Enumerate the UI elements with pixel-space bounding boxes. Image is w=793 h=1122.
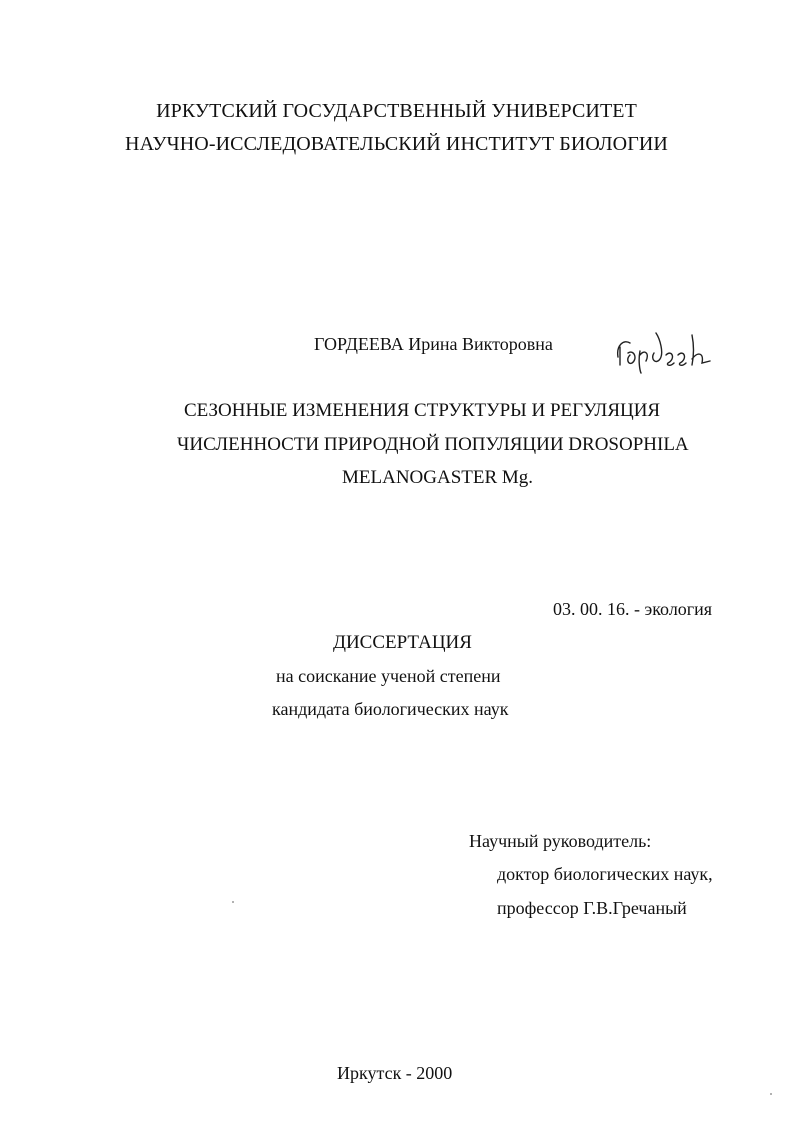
degree-purpose-line-1: на соискание ученой степени: [276, 666, 501, 686]
scan-speck: [770, 1093, 772, 1095]
thesis-title-line-1: СЕЗОННЫЕ ИЗМЕНЕНИЯ СТРУКТУРЫ И РЕГУЛЯЦИЯ: [184, 400, 661, 421]
degree-purpose-line-2: кандидата биологических наук: [272, 699, 509, 719]
university-name: ИРКУТСКИЙ ГОСУДАРСТВЕННЫЙ УНИВЕРСИТЕТ: [156, 100, 637, 122]
supervisor-name: профессор Г.В.Гречаный: [497, 898, 687, 918]
supervisor-degree: доктор биологических наук,: [497, 864, 713, 884]
specialty-code: 03. 00. 16. - экология: [553, 599, 713, 619]
thesis-title-line-3: MELANOGASTER Mg.: [342, 467, 534, 488]
thesis-title-line-2: ЧИСЛЕННОСТИ ПРИРОДНОЙ ПОПУЛЯЦИИ DROSOPHILA: [177, 434, 689, 455]
city-and-year: Иркутск - 2000: [337, 1063, 453, 1083]
supervisor-label: Научный руководитель:: [469, 831, 652, 851]
author-signature: [610, 325, 720, 375]
author-name: ГОРДЕЕВА Ирина Викторовна: [314, 334, 553, 354]
scan-speck: [232, 901, 234, 903]
institute-name: НАУЧНО-ИССЛЕДОВАТЕЛЬСКИЙ ИНСТИТУТ БИОЛОГИИ: [125, 133, 668, 155]
document-type-heading: ДИССЕРТАЦИЯ: [333, 632, 472, 653]
